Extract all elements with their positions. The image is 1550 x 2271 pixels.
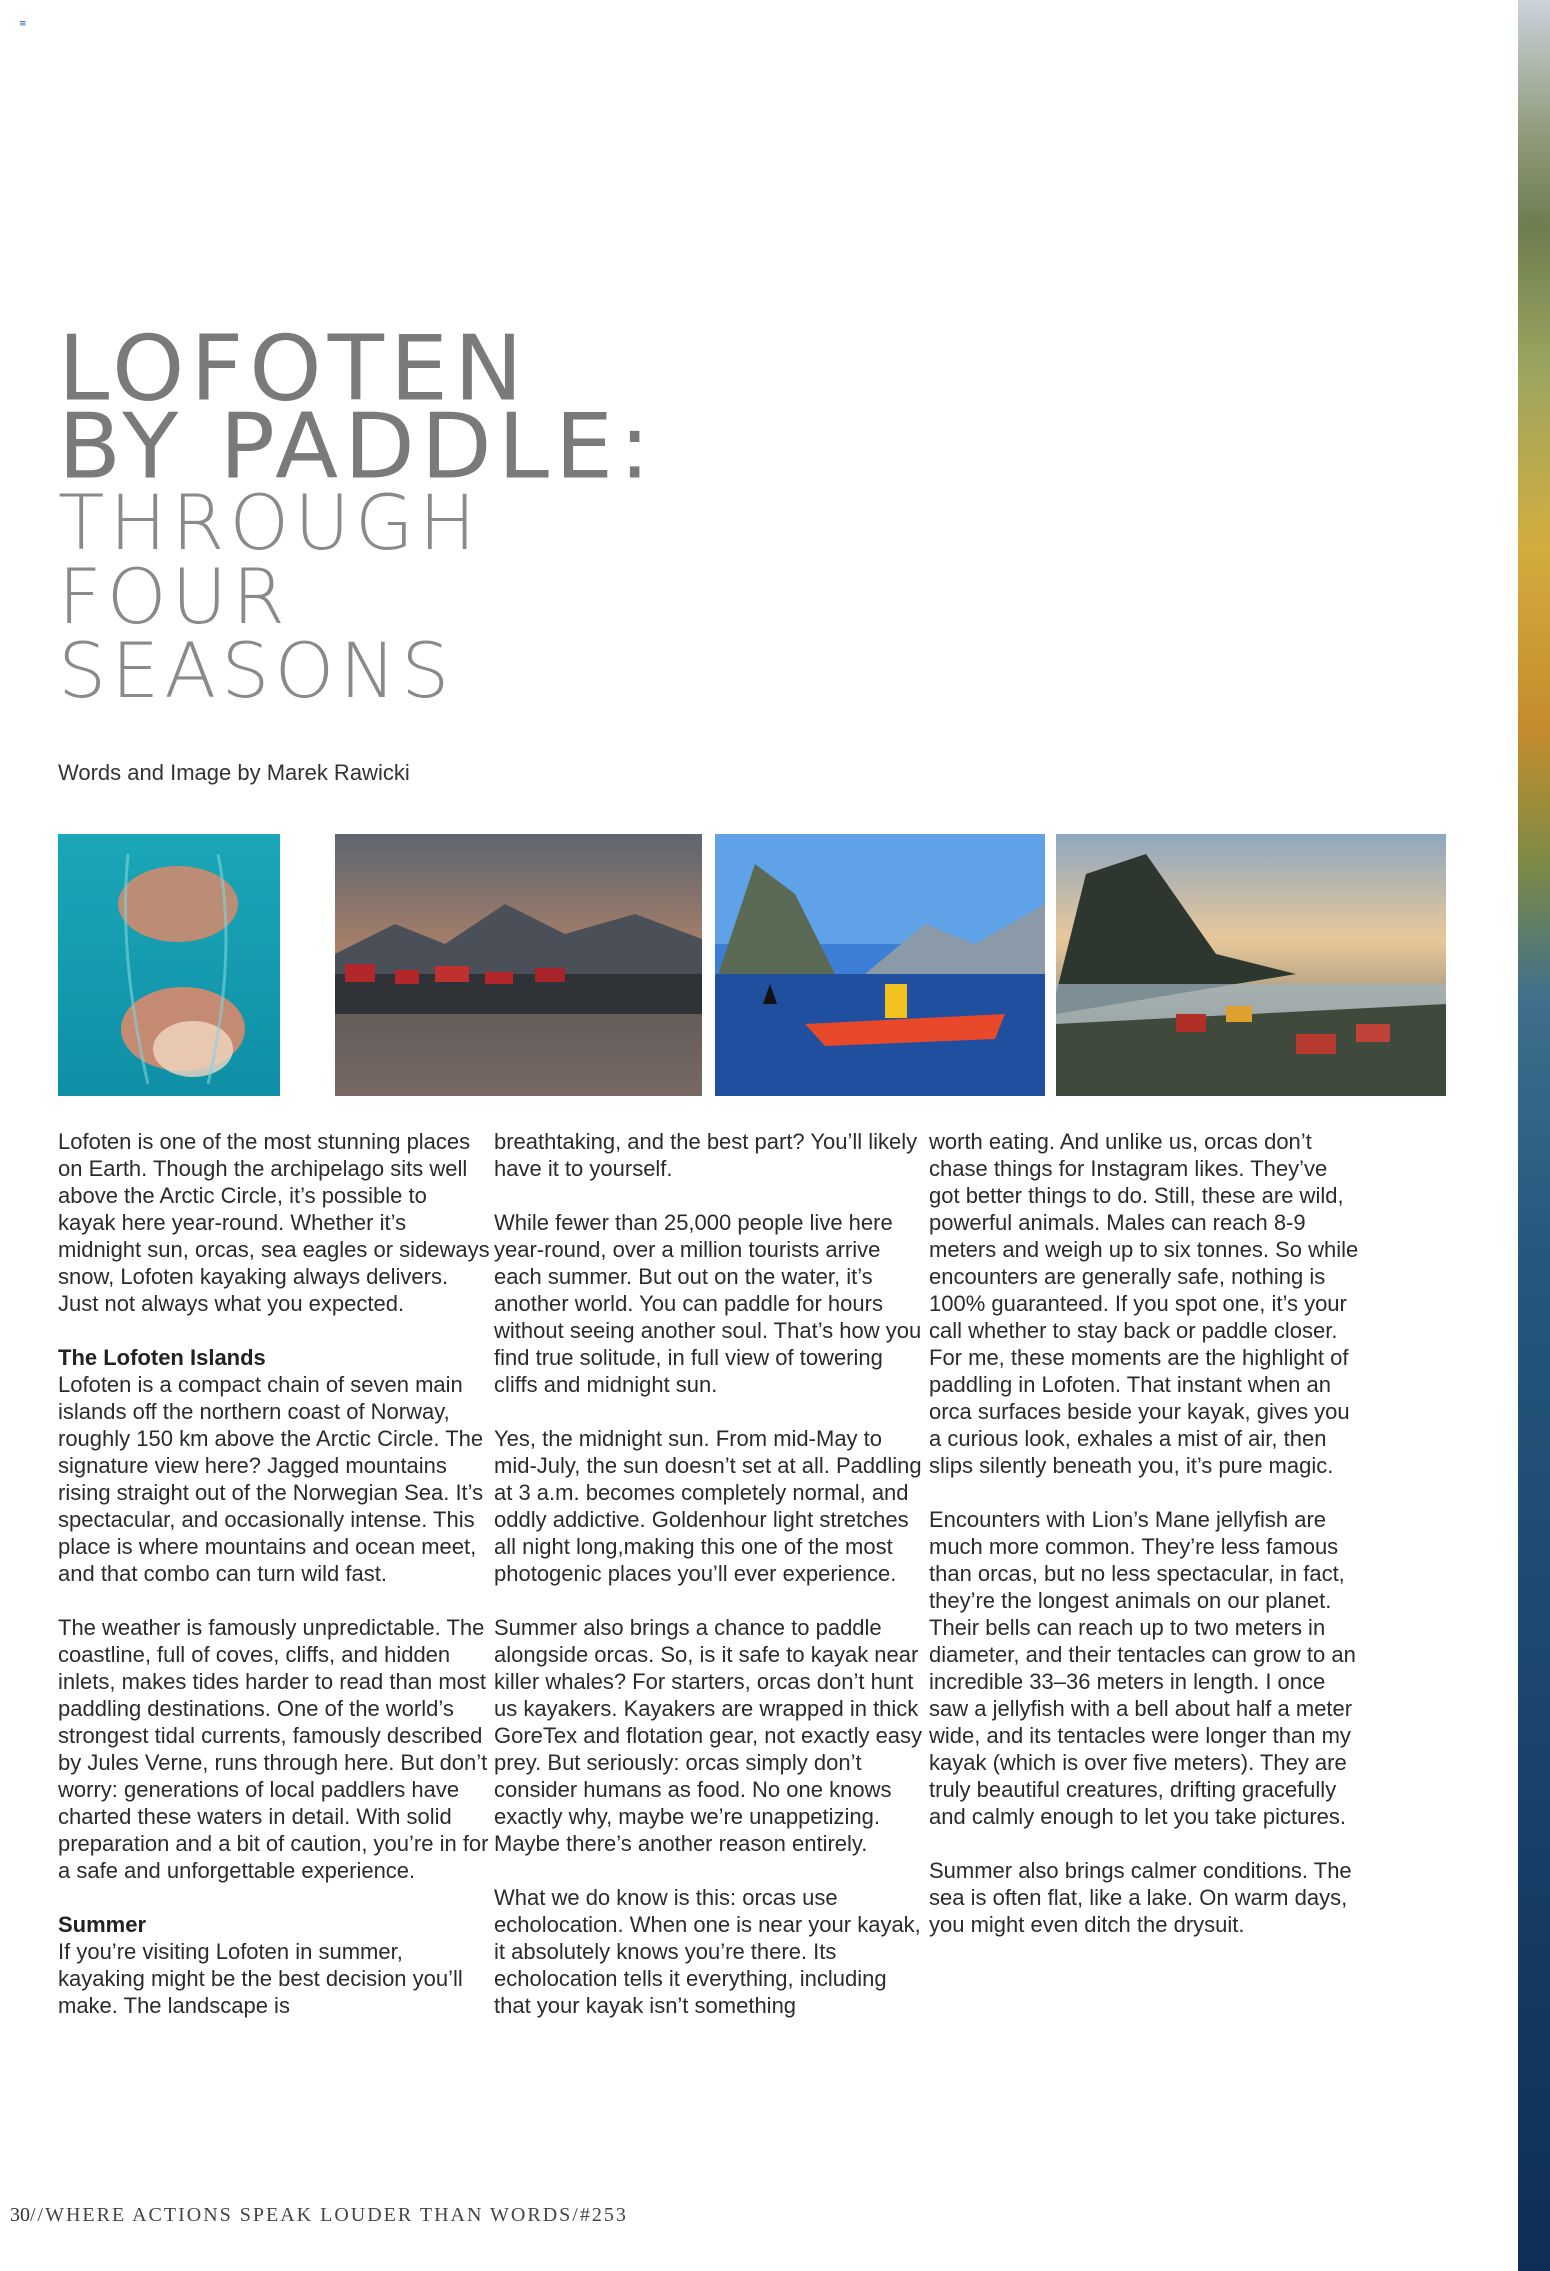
photo-kayaker-orcas: [715, 834, 1045, 1096]
text-column-3: [929, 1128, 1361, 1965]
col3-paragraph-3: Summer also brings calmer conditions. The sea is often flat, like a lake. On warm days, you might even ditch the drysuit.: [929, 1858, 1352, 1937]
menu-icon[interactable]: ≡: [19, 19, 27, 29]
col3-paragraph-2: Encounters with Lion’s Mane jellyfish are much more common. They’re less famous than orcas, but no less spectacular, in fact, they’re the longest animals on our planet. Their bells can reach up to two meters in diameter, and their tentacles can grow to an incredible 33–36 meters in length. I once saw a jellyfish with a bell about half a meter wide, and its tentacles were longer than my kayak (which is over five meters). They are truly beautiful creatures, drifting gracefully and calmly enough to let you take pictures.: [929, 1507, 1356, 1829]
adjacent-page-photo-strip: [1518, 0, 1550, 2271]
subheading-lofoten-islands: The Lofoten Islands: [58, 1345, 266, 1370]
col2-paragraph-2: While fewer than 25,000 people live here year-round, over a million tourists arrive each summer. But out on the water, it’s another world. You can paddle for hours without seeing another soul. That’s how you find true solitude, in full view of towering cliffs and midnight sun.: [494, 1210, 922, 1397]
text-column-2: [494, 1128, 926, 2046]
col1-paragraph-3: The weather is famously unpredictable. The coastline, full of coves, cliffs, and hidden inlets, makes tides harder to read than most paddling destinations. One of the world’s strongest tidal currents, famously described by Jules Verne, runs through here. But don’t worry: generations of local paddlers have charted these waters in detail. With solid preparation and a bit of caution, you’re in for a safe and unforgettable experience.: [58, 1615, 489, 1883]
subheading-summer: Summer: [58, 1912, 147, 1937]
byline: Words and Image by Marek Rawicki: [58, 760, 410, 785]
title-line-2: BY PADDLE:: [58, 394, 657, 499]
page-number: 30: [10, 2204, 30, 2226]
title-line-3: THROUGH: [58, 478, 481, 567]
title-line-1: LOFOTEN: [58, 316, 529, 421]
photo-jellyfish: [58, 834, 280, 1096]
photo-cabins: [335, 834, 702, 1096]
footer-tagline: //WHERE ACTIONS SPEAK LOUDER THAN WORDS/#253: [30, 2204, 628, 2226]
article-title: [58, 316, 657, 715]
col1-paragraph-2: Lofoten is a compact chain of seven main islands off the northern coast of Norway, roughly 150 km above the Arctic Circle. The signature view here? Jagged mountains rising straight out of the Norwegian Sea. It’s spectacular, and occasionally intense. This place is where mountains and ocean meet, and that combo can turn wild fast.: [58, 1372, 484, 1586]
col3-paragraph-1: worth eating. And unlike us, orcas don’t chase things for Instagram likes. They’ve got better things to do. Still, these are wild, powerful animals. Males can reach 8-9 meters and weigh up to six tonnes. So while encounters are generally safe, nothing is 100% guaranteed. If you spot one, it’s your call whether to stay back or paddle closer. For me, these moments are the highlight of paddling in Lofoten. That instant when an orca surfaces beside your kayak, gives you a curious look, exhales a mist of air, then slips silently beneath you, it’s pure magic.: [929, 1129, 1359, 1478]
col2-paragraph-5: What we do know is this: orcas use echolocation. When one is near your kayak, it absolutely knows you’re there. Its echolocation tells it everything, including that your kayak isn’t something: [494, 1885, 921, 2018]
page-footer: [10, 2204, 628, 2227]
title-line-4: FOUR: [58, 552, 290, 641]
text-column-1: [58, 1128, 490, 2046]
col2-paragraph-4: Summer also brings a chance to paddle alongside orcas. So, is it safe to kayak near killer whales? For starters, orcas don’t hunt us kayakers. Kayakers are wrapped in thick GoreTex and flotation gear, not exactly easy prey. But seriously: orcas simply don’t consider humans as food. No one knows exactly why, maybe we’re unappetizing. Maybe there’s another reason entirely.: [494, 1615, 923, 1856]
col2-paragraph-1: breathtaking, and the best part? You’ll likely have it to yourself.: [494, 1129, 918, 1181]
title-line-5: SEASONS: [58, 626, 455, 715]
photo-coastal-village: [1056, 834, 1446, 1096]
col1-paragraph-1: Lofoten is one of the most stunning places on Earth. Though the archipelago sits well above the Arctic Circle, it’s possible to kayak here year-round. Whether it’s midnight sun, orcas, sea eagles or sideways snow, Lofoten kayaking always delivers. Just not always what you expected.: [58, 1129, 490, 1316]
col2-paragraph-3: Yes, the midnight sun. From mid-May to mid-July, the sun doesn’t set at all. Paddling at 3 a.m. becomes completely normal, and oddly addictive. Goldenhour light stretches all night long,making this one of the most photogenic places you’ll ever experience.: [494, 1426, 922, 1586]
col1-paragraph-4: If you’re visiting Lofoten in summer, kayaking might be the best decision you’ll make. The landscape is: [58, 1939, 463, 2018]
